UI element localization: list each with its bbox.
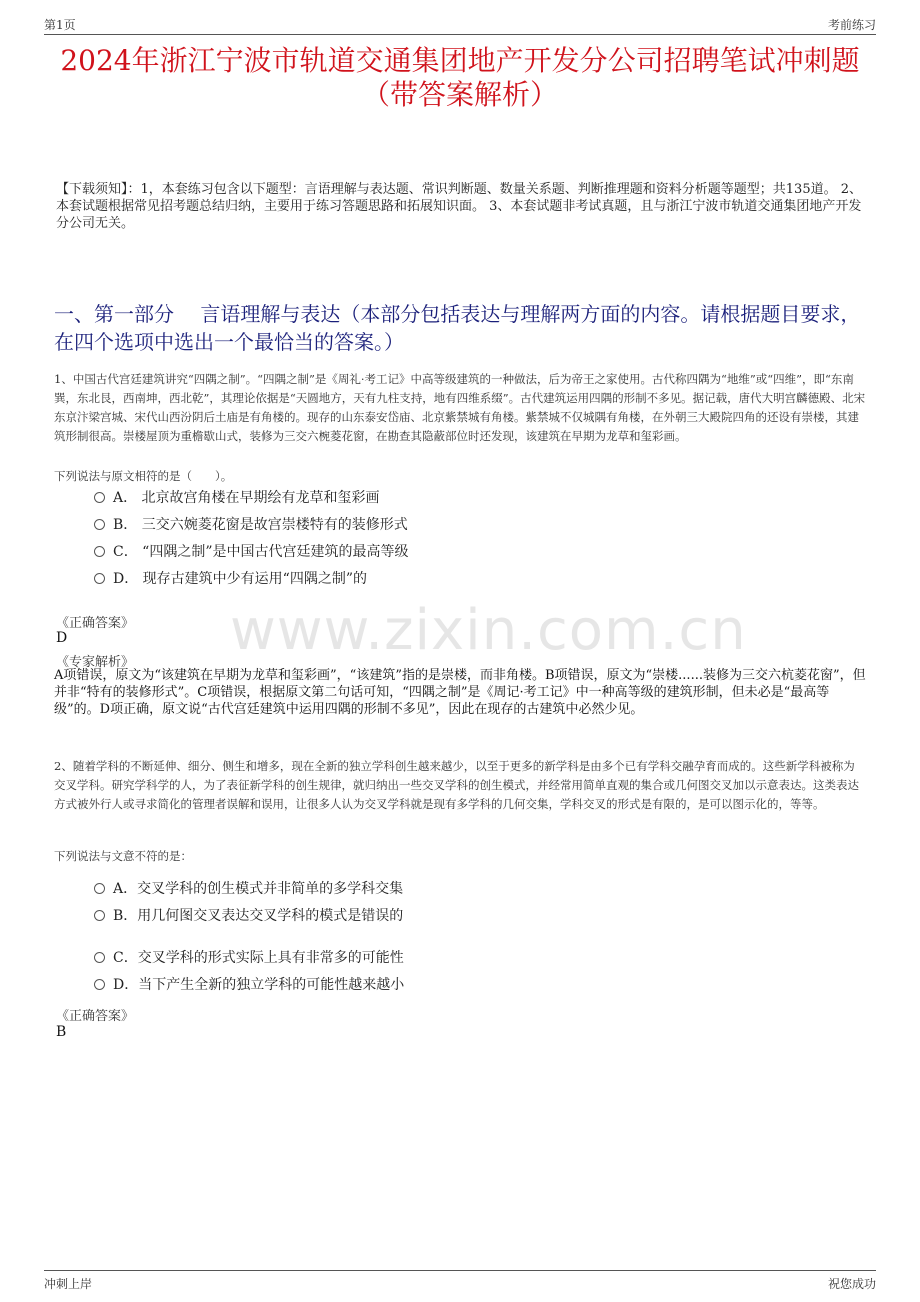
q2-option-a[interactable] [94,880,403,898]
q2-option-c[interactable] [94,949,404,967]
option-label: B． 三交六婉菱花窗是故宫崇楼特有的装修形式 [113,517,408,533]
q2-question: 下列说法与文意不符的是： [54,849,192,863]
q1-stem: 1、中国古代宫廷建筑讲究“四隅之制”。“四隅之制”是《周礼·考工记》中高等级建筑的一种做法，后为帝王之家使用。古代称四隅为“地维”或“四维”，即“东南巽，东北艮，西南坤，西北乾”，其理论依据是“天圆地方，天有九柱支持，地有四维系缀”。古代建筑运用四隅的形制不多见。据记载，唐代大明宫麟德殿、北宋东京汴梁宫城、宋代山西汾阴后土庙是有角楼的。现存的山东泰安岱庙、北京紫禁城有角楼。紫禁城不仅城隅有角楼，在外朝三大殿院四角的还设有崇楼，其建筑形制很高。崇楼屋顶为重檐歇山式，装修为三交六椀菱花窗，在勘查其隐蔽部位时还发现，该建筑在早期为龙草和玺彩画。 [54,372,866,443]
page-number: 第1页 [44,18,76,32]
q1-answer: D [56,630,68,646]
option-label: D． 现存古建筑中少有运用“四隅之制”的 [113,571,367,587]
q2-answer: B [56,1024,67,1040]
page-header [44,14,876,35]
q1-answer-label: 《正确答案》 [56,616,135,631]
radio-icon[interactable] [94,952,105,963]
radio-icon[interactable] [94,519,105,530]
radio-icon[interactable] [94,883,105,894]
q1-option-d[interactable] [94,570,367,588]
section-heading: 一、第一部分 言语理解与表达（本部分包括表达与理解两方面的内容。请根据题目要求，在四个选项中选出一个最恰当的答案。） [54,302,861,354]
radio-icon[interactable] [94,546,105,557]
option-label: B．用几何图交叉表达交叉学科的模式是错误的 [113,908,404,924]
watermark: www.zixin.com.cn [230,598,747,663]
document-title: 2024年浙江宁波市轨道交通集团地产开发分公司招聘笔试冲刺题（带答案解析） [60,44,860,111]
footer-right: 祝您成功 [827,1277,876,1291]
q1-analysis-label: 《专家解析》 [56,655,135,670]
q1-analysis: A项错误，原文为“该建筑在早期为龙草和玺彩画”，“该建筑”指的是崇楼，而非角楼。B项错误，原文为“崇楼......装修为三交六杭菱花窗”，但并非“特有的装修形式”。C项错误，根据原文第二句话可知，“四隅之制”是《周记·考工记》中一种高等级的建筑形制，但未必是“最高等级”的。D项正确，原文说“古代宫廷建筑中运用四隅的形制不多见”，因此在现存的古建筑中必然少见。 [54,668,866,717]
radio-icon[interactable] [94,492,105,503]
download-notice: 【下载须知】：1，本套练习包含以下题型：言语理解与表达题、常识判断题、数量关系题、判断推理题和资料分析题等题型；共135道。 2、本套试题根据常见招考题总结归纳，主要用于练习答题思路和拓展知识面。 3、本套试题非考试真题，且与浙江宁波市轨道交通集团地产开发分公司无关。 [56,182,862,231]
q2-option-b[interactable] [94,907,403,925]
q1-option-b[interactable] [94,516,408,534]
q2-answer-label: 《正确答案》 [56,1009,135,1024]
q2-option-d[interactable] [94,976,404,994]
option-label: C． “四隅之制”是中国古代宫廷建筑的最高等级 [113,544,409,560]
option-label: A．交叉学科的创生模式并非简单的多学科交集 [113,881,404,897]
q1-option-c[interactable] [94,543,408,561]
page-footer [44,1270,876,1295]
option-label: D．当下产生全新的独立学科的可能性越来越小 [113,977,405,993]
option-label: A． 北京故宫角楼在早期绘有龙草和玺彩画 [113,490,380,506]
header-label: 考前练习 [827,18,876,32]
q2-stem: 2、随着学科的不断延伸、细分、侧生和增多，现在全新的独立学科创生越来越少，以至于更多的新学科是由多个已有学科交融孕育而成的。这些新学科被称为交叉学科。研究学科学的人，为了表征新学科的创生规律，就归纳出一些交叉学科的创生模式，并经常用简单直观的集合或几何图交叉加以示意表达。这类表达方式被外行人或寻求简化的管理者误解和误用，让很多人认为交叉学科就是现有多学科的几何交集，学科交叉的形式是有限的，是可以图示化的，等等。 [54,759,859,811]
q1-option-a[interactable] [94,489,380,507]
radio-icon[interactable] [94,910,105,921]
q1-question: 下列说法与原文相符的是（ ）。 [54,469,233,483]
radio-icon[interactable] [94,573,105,584]
option-label: C．交叉学科的形式实际上具有非常多的可能性 [113,950,404,966]
radio-icon[interactable] [94,979,105,990]
footer-left: 冲刺上岸 [44,1277,93,1291]
